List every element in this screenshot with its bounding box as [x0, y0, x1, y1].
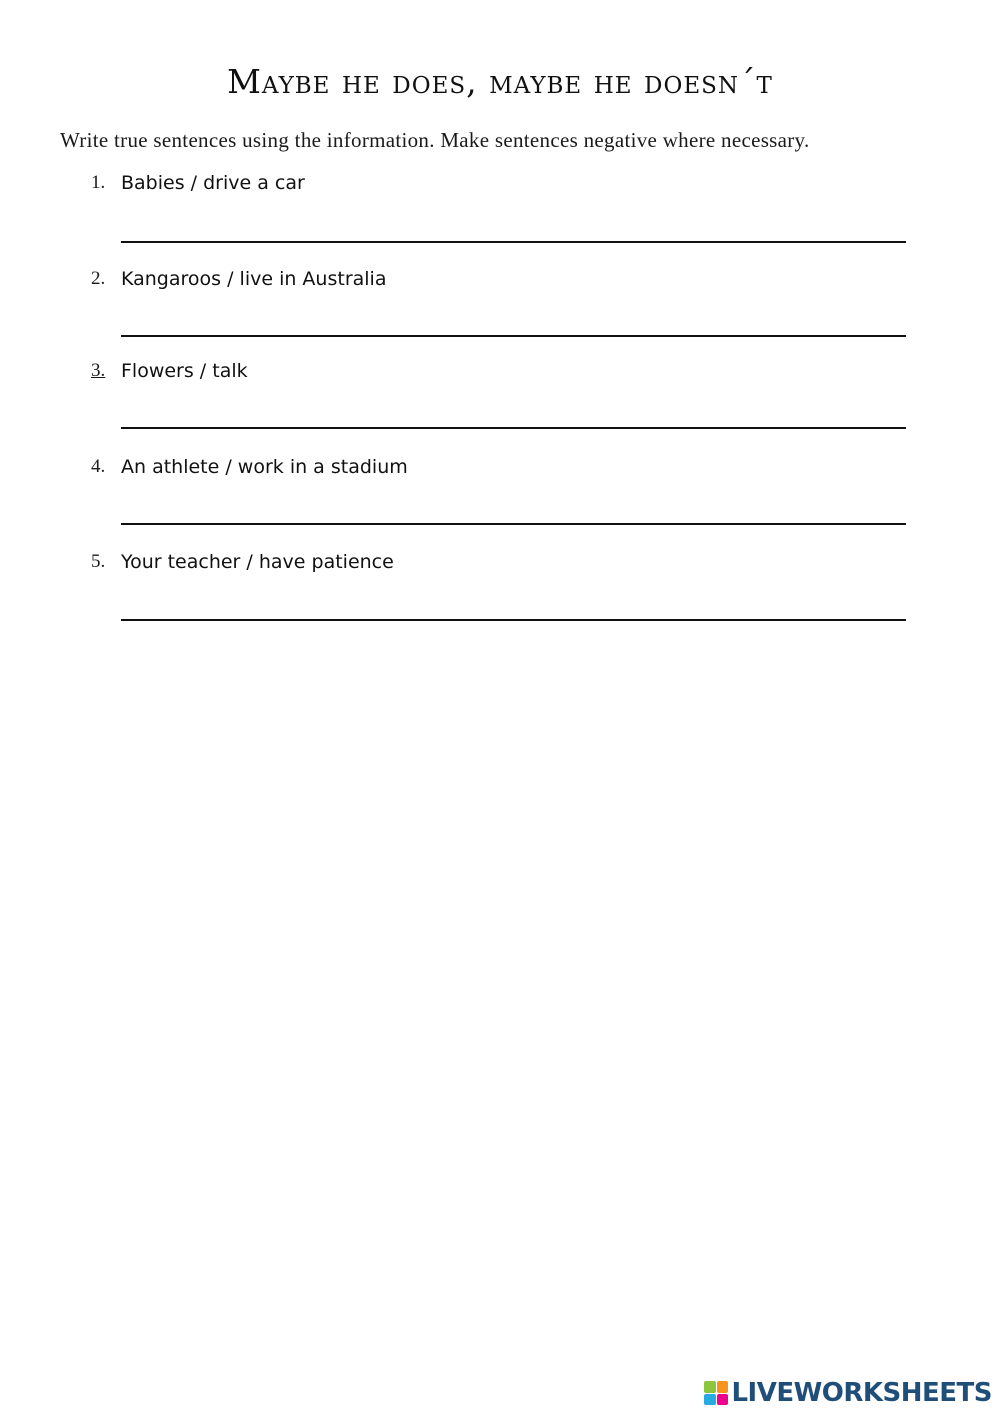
exercise-item — [0, 268, 1000, 298]
answer-line[interactable] — [121, 427, 906, 429]
exercise-item — [0, 456, 1000, 486]
item-prompt: Flowers / talk — [121, 360, 248, 382]
item-number: 3. — [91, 360, 106, 381]
answer-line[interactable] — [121, 619, 906, 621]
item-prompt: Babies / drive a car — [121, 172, 305, 194]
liveworksheets-logo-icon — [704, 1381, 728, 1405]
item-number: 1. — [91, 172, 106, 193]
item-number: 2. — [91, 268, 106, 289]
exercise-item — [0, 360, 1000, 390]
item-number: 4. — [91, 456, 106, 477]
liveworksheets-brand[interactable] — [704, 1378, 992, 1408]
exercise-item — [0, 172, 1000, 202]
item-prompt: An athlete / work in a stadium — [121, 456, 408, 478]
instructions-text: Write true sentences using the information. Make sentences negative where necessary. — [60, 128, 810, 152]
answer-line[interactable] — [121, 241, 906, 243]
exercise-item — [0, 551, 1000, 581]
item-number: 5. — [91, 551, 106, 572]
answer-line[interactable] — [121, 335, 906, 337]
worksheet-title: Maybe he does, maybe he doesn´t — [227, 62, 773, 101]
brand-name: LIVEWORKSHEETS — [731, 1378, 992, 1408]
item-prompt: Kangaroos / live in Australia — [121, 268, 387, 290]
item-prompt: Your teacher / have patience — [121, 551, 394, 573]
answer-line[interactable] — [121, 523, 906, 525]
